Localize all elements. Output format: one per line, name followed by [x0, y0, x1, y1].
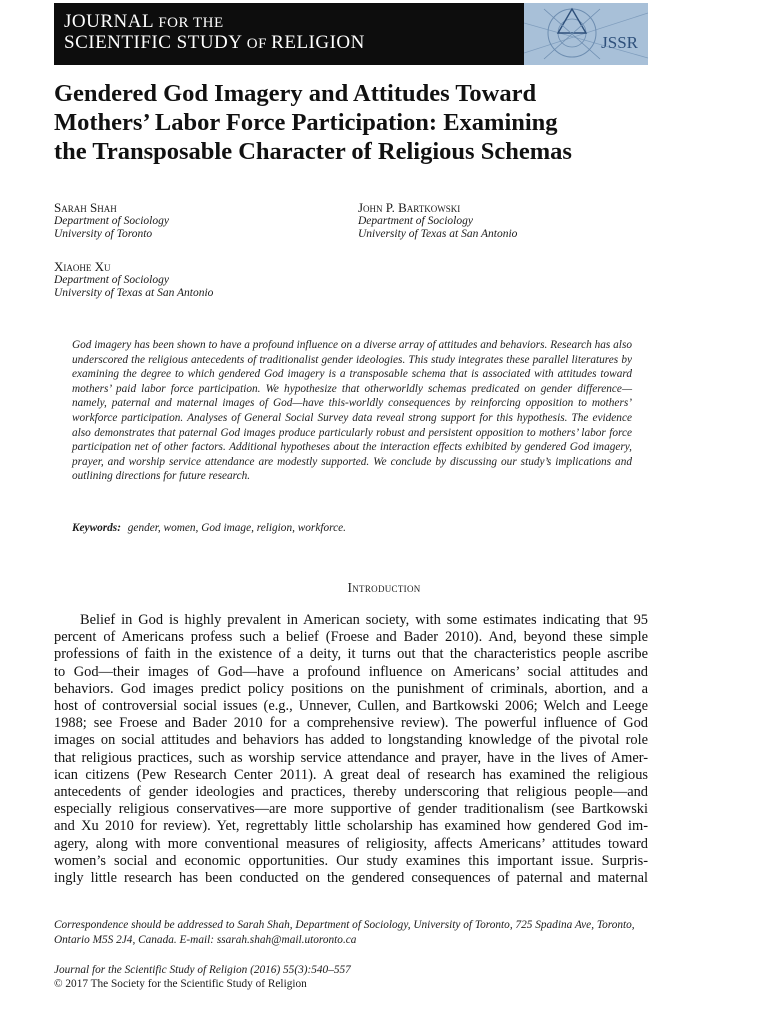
journal-name-small: FOR THE	[154, 15, 224, 31]
correspondence-note: Correspondence should be addressed to Sarah Shah, Department of Sociology, University of Toronto, 725 Spadina Ave, Toronto, Ontario M5S 2J4, Canada. E-mail: ssarah.shah@mail.utoronto.ca	[54, 919, 635, 946]
body-line: antecedents of gender ideologies and practices, thereby underscoring that religious people—and	[54, 784, 648, 801]
author-university: University of Texas at San Antonio	[358, 228, 518, 240]
keywords-label: Keywords:	[72, 522, 121, 534]
body-paragraph	[54, 612, 648, 887]
body-line: behaviors. God images predict policy positions on the punishment of criminals, abortion, and a	[54, 680, 648, 697]
section-heading: Introduction	[347, 580, 421, 595]
citation-footer	[54, 964, 654, 991]
journal-name-word: SCIENTIFIC STUDY	[64, 32, 243, 53]
body-line: host of controversial social issues (e.g., Unnever, Cullen, and Bartkowski 2006; Welch and Leege	[54, 698, 648, 715]
body-line: especially religious conservatives—are more supportive of gender traditionalism (see Bartkowski	[54, 801, 648, 818]
title-line: Mothers’ Labor Force Participation: Examining	[54, 109, 558, 136]
keywords-text: gender, women, God image, religion, workforce.	[127, 522, 346, 534]
author-department: Department of Sociology	[54, 215, 169, 227]
body-line: to God—their images of God—have a profound influence on Americans’ social attitudes and	[54, 663, 648, 680]
author-name: Sarah Shah	[54, 200, 117, 215]
body-line: and Xu 2010 for review). Yet, regrettably little scholarship has examined how gendered God im-	[54, 818, 648, 835]
author-department: Department of Sociology	[54, 274, 169, 286]
title-line: the Transposable Character of Religious Schemas	[54, 138, 572, 165]
abstract: God imagery has been shown to have a profound influence on a diverse array of attitudes and behaviors. Research has also underscored the religious antecedents of traditionalist gender ideologies. This study integrates these parallel literatures by examining the degree to which gendered God imagery is a transposable schema that is associated with attitudes toward mothers’ paid labor force participation. We hypothesize that otherworldly schemas predicated on gender difference—namely, paternal and maternal images of God—have this-worldly consequences by reinforcing opposition to mothers’ workforce participation. Analyses of General Social Survey data reveal strong support for this hypothesis. The evidence also demonstrates that paternal God images produce particularly robust and persistent opposition to mothers’ labor force participation net of other factors. Additional hypotheses about the interaction effects exhibited by gendered God imagery, prayer, and worship service attendance are modestly supported. We conclude by discussing our study’s implications and outlining directions for future research.	[72, 339, 632, 483]
body-line: ican citizens (Pew Research Center 2011). A great deal of research has examined the religious	[54, 766, 648, 783]
title-line: Gendered God Imagery and Attitudes Toward	[54, 80, 537, 107]
journal-name-word: RELIGION	[271, 32, 365, 53]
journal-reference: Journal for the Scientific Study of Religion (2016) 55(3):540–557	[54, 964, 351, 976]
journal-banner	[54, 3, 648, 65]
body-line: women’s social and economic opportunities. Our study examines this important issue. Surpris-	[54, 852, 648, 869]
author-name: John P. Bartkowski	[358, 200, 461, 215]
body-line: agery, along with more conventional measures of religiosity, affects Americans’ attitudes toward	[54, 835, 648, 852]
journal-name-small: OF	[242, 36, 272, 52]
copyright-notice: © 2017 The Society for the Scientific Study of Religion	[54, 977, 307, 990]
author-university: University of Texas at San Antonio	[54, 287, 214, 299]
author-block	[54, 260, 213, 300]
body-line: Belief in God is highly prevalent in American society, with some estimates indicating that 95	[80, 612, 648, 628]
journal-name	[64, 12, 365, 54]
body-line: ingly little research has been conducted on the gendered consequences of paternal and maternal	[54, 870, 648, 887]
author-block	[54, 201, 169, 241]
body-line: that religious practices, such as worship service attendance and prayer, have in the lives of Amer-	[54, 749, 648, 766]
author-university: University of Toronto	[54, 228, 153, 240]
author-name: Xiaohe Xu	[54, 259, 111, 274]
jssr-logo-text: JSSR	[601, 33, 638, 52]
author-block	[358, 201, 517, 241]
body-line: 1988; see Froese and Bader 2010 for a comprehensive review). The powerful influence of God	[54, 715, 648, 732]
journal-name-word: JOURNAL	[64, 11, 155, 32]
body-line: percent of Americans profess such a belief (Froese and Bader 2010). And, beyond these simple	[54, 629, 648, 646]
body-line: professions of faith in the existence of a deity, it turns out that the characteristics people ascribe	[54, 646, 648, 663]
keywords	[72, 522, 346, 534]
author-department: Department of Sociology	[358, 215, 473, 227]
body-line: images on social attitudes and behaviors has added to longstanding knowledge of the pivotal role	[54, 732, 648, 749]
jssr-logo	[524, 3, 648, 65]
article-title	[54, 79, 694, 166]
